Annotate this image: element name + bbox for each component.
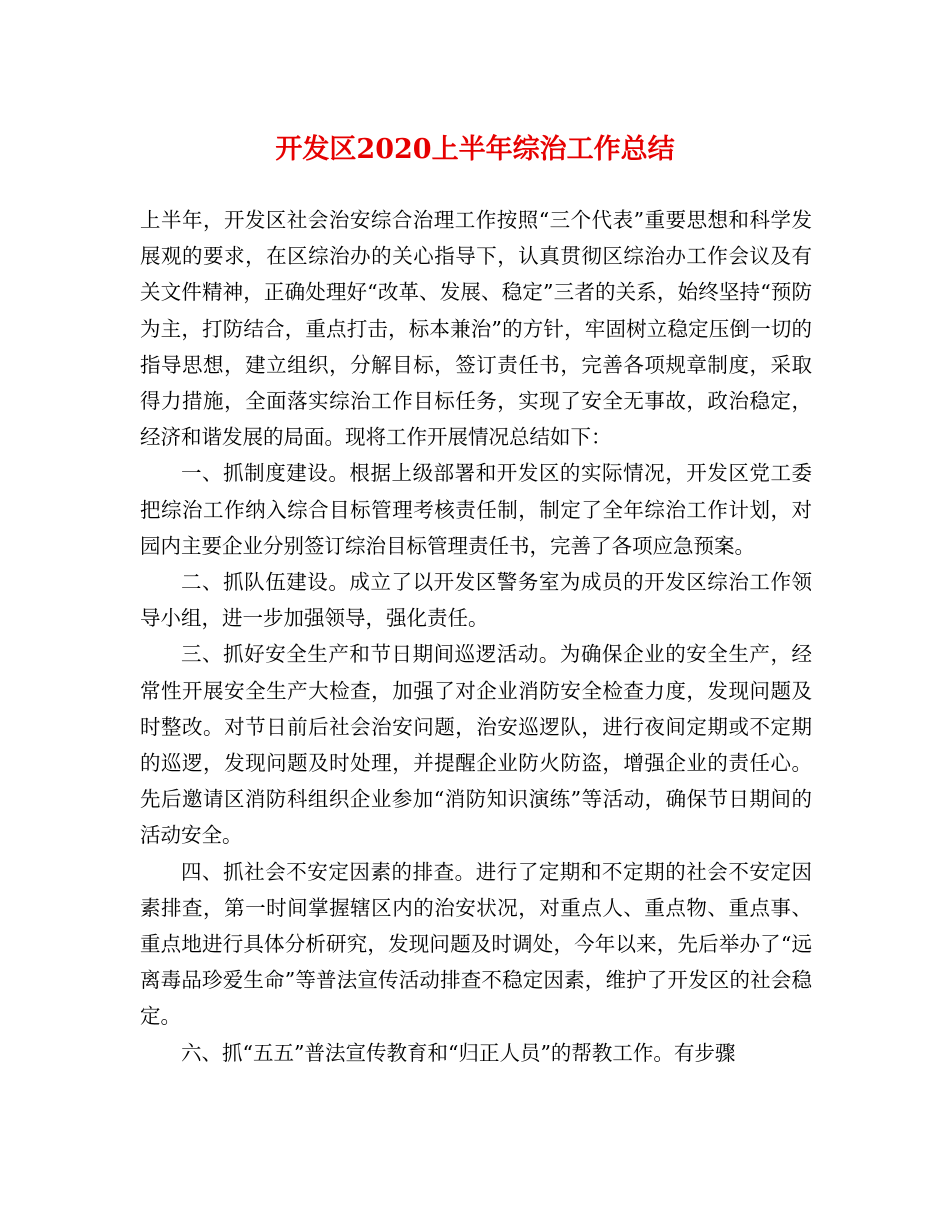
paragraph-system-building: 一、抓制度建设。根据上级部署和开发区的实际情况，开发区党工委把综治工作纳入综合目标管理考核责任制，制定了全年综治工作计划，对园内主要企业分别签订综治目标管理责任书，完善了各项应急预案。	[140, 461, 812, 558]
document-title: 开发区2020上半年综治工作总结	[275, 134, 675, 165]
paragraph-team-building: 二、抓队伍建设。成立了以开发区警务室为成员的开发区综治工作领导小组，进一步加强领导，强化责任。	[140, 570, 812, 631]
intro-paragraph: 上半年，开发区社会治安综合治理工作按照“三个代表”重要思想和科学发展观的要求，在区综治办的关心指导下，认真贯彻区综治办工作会议及有关文件精神，正确处理好“改革、发展、稳定”三者的关系，始终坚持“预防为主，打防结合，重点打击，标本兼治”的方针，牢固树立稳定压倒一切的指导思想，建立组织，分解目标，签订责任书，完善各项规章制度，采取得力措施，全面落实综治工作目标任务，实现了安全无事故，政治稳定，经济和谐发展的局面。现将工作开展情况总结如下：	[140, 208, 812, 450]
paragraph-legal-education: 六、抓“五五”普法宣传教育和“归正人员”的帮教工作。有步骤	[181, 1040, 736, 1065]
paragraph-instability-screening: 四、抓社会不安定因素的排查。进行了定期和不定期的社会不安定因素排查，第一时间掌握辖区内的治安状况，对重点人、重点物、重点事、重点地进行具体分析研究，发现问题及时调处，今年以来，先后举办了“远离毒品珍爱生命”等普法宣传活动排查不稳定因素，维护了开发区的社会稳定。	[140, 859, 812, 1029]
paragraph-safety-patrol: 三、抓好安全生产和节日期间巡逻活动。为确保企业的安全生产，经常性开展安全生产大检查，加强了对企业消防安全检查力度，发现问题及时整改。对节日前后社会治安问题，治安巡逻队，进行夜间定期或不定期的巡逻，发现问题及时处理，并提醒企业防火防盗，增强企业的责任心。先后邀请区消防科组织企业参加“消防知识演练”等活动，确保节日期间的活动安全。	[140, 642, 812, 848]
document-body	[140, 202, 812, 1071]
